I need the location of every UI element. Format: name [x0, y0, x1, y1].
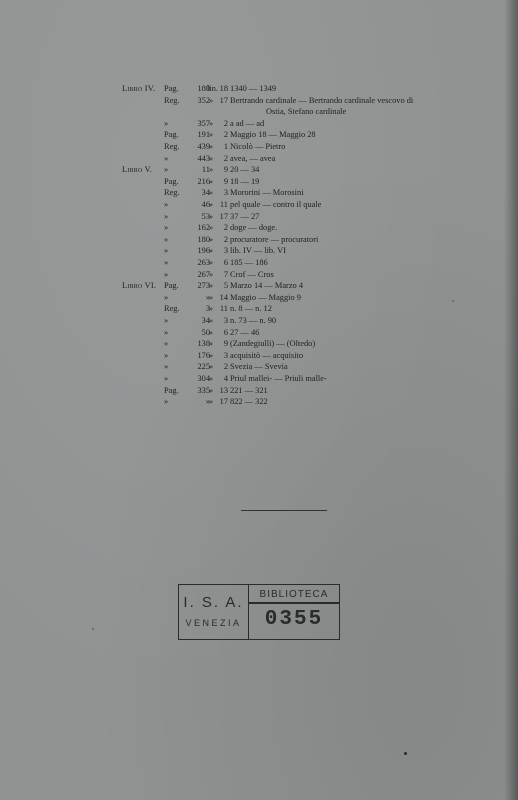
- line-label: »: [208, 142, 214, 151]
- line-label: »: [208, 362, 214, 372]
- line-number: 17: [219, 211, 228, 221]
- correction-text: acquisitò — acquisito: [230, 350, 304, 360]
- book-label: Libro V.: [122, 165, 153, 175]
- line-label: »: [208, 350, 214, 360]
- line-label: »: [208, 397, 214, 407]
- ref-number: 34: [201, 188, 210, 198]
- ref-number: 53: [201, 211, 210, 221]
- line-label: »: [208, 304, 214, 314]
- line-number: 18: [219, 84, 228, 93]
- ref-number: 191: [197, 130, 210, 140]
- ref-number: 439: [197, 142, 210, 151]
- line-number: 2: [223, 223, 228, 233]
- ref-kind: »: [164, 292, 169, 302]
- correction-text: Crof — Cros: [230, 269, 274, 279]
- ref-kind: »: [164, 269, 169, 279]
- line-label: »: [208, 95, 214, 105]
- ref-number: »: [205, 292, 210, 302]
- correction-text: Nicolò — Pietro: [230, 142, 286, 151]
- ref-kind: »: [164, 350, 169, 360]
- line-number: 17: [219, 397, 228, 407]
- ref-number: 216: [197, 176, 210, 186]
- line-number: 9: [223, 339, 228, 349]
- line-label: lin.: [207, 84, 218, 93]
- correction-text: 20 — 34: [230, 165, 260, 175]
- book-label: Libro VI.: [122, 281, 157, 291]
- stamp-left-panel: [179, 585, 249, 639]
- line-label: »: [208, 200, 214, 209]
- ref-number: 357: [197, 118, 210, 128]
- paper-speck: [92, 628, 94, 630]
- line-label: »: [208, 234, 214, 244]
- correction-text: 18 — 19: [230, 176, 260, 186]
- line-label: »: [208, 258, 214, 267]
- ref-number: 11: [201, 165, 210, 175]
- ref-kind: »: [164, 234, 169, 244]
- ref-kind: »: [164, 339, 169, 349]
- correction-text: Maggio — Maggio 9: [230, 292, 301, 302]
- correction-text: Maggio 18 — Maggio 28: [230, 130, 316, 140]
- correction-text: procuratore — procuratori: [230, 234, 319, 244]
- correction-text: (Zandegiulli) — (Oltedo): [230, 339, 316, 349]
- line-number: 9: [223, 176, 228, 186]
- line-label: »: [208, 165, 214, 175]
- line-number: 4: [223, 374, 228, 383]
- line-number: 3: [223, 316, 228, 325]
- ref-number: 162: [197, 223, 210, 233]
- ref-number: 176: [197, 350, 210, 360]
- ref-number: 273: [197, 281, 210, 291]
- correction-text: 221 — 321: [230, 385, 268, 395]
- ref-kind: Reg.: [164, 95, 180, 105]
- ref-kind: »: [164, 362, 169, 372]
- stamp-divider: [249, 602, 339, 604]
- correction-text: Svezia — Svevia: [230, 362, 288, 372]
- line-label: »: [208, 385, 214, 395]
- stamp-shelf-number: 0355: [264, 608, 324, 631]
- ref-kind: »: [164, 246, 169, 256]
- ref-kind: »: [164, 258, 169, 267]
- line-label: »: [208, 211, 214, 221]
- correction-text: 1340 — 1349: [230, 84, 277, 93]
- line-number: 3: [223, 188, 228, 198]
- line-label: »: [208, 316, 214, 325]
- line-number: 17: [219, 95, 228, 105]
- book-label: Libro IV.: [122, 84, 156, 93]
- line-label: »: [208, 339, 214, 349]
- ref-number: 138: [197, 339, 210, 349]
- stamp-city: VENEZIA: [185, 618, 242, 628]
- line-number: 1: [223, 142, 228, 151]
- ref-number: 196: [197, 246, 210, 256]
- correction-text: doge — doge.: [230, 223, 278, 233]
- closing-rule: [241, 510, 327, 511]
- ref-number: 50: [201, 327, 210, 337]
- ref-number: 225: [197, 362, 210, 372]
- correction-text: a ad — ad: [230, 118, 265, 128]
- line-number: 2: [223, 234, 228, 244]
- ref-number: 335: [197, 385, 210, 395]
- line-number: 11: [219, 200, 228, 209]
- ref-kind: »: [164, 374, 169, 383]
- line-number: 9: [223, 165, 228, 175]
- ref-number: 443: [197, 153, 210, 163]
- ref-number: 304: [197, 374, 210, 383]
- line-number: 2: [223, 153, 228, 163]
- correction-text: Mororini — Morosini: [230, 188, 304, 198]
- ref-kind: »: [164, 200, 169, 209]
- correction-text: lib. IV — lib. VI: [230, 246, 286, 256]
- line-number: 6: [223, 327, 228, 337]
- ref-kind: Pag.: [164, 176, 179, 186]
- ref-kind: »: [164, 211, 169, 221]
- line-number: 11: [219, 304, 228, 314]
- correction-text: 185 — 186: [230, 258, 268, 267]
- correction-text: n. 73 — n. 90: [230, 316, 277, 325]
- ref-kind: Reg.: [164, 188, 180, 198]
- line-number: 2: [223, 118, 228, 128]
- stamp-institute: I. S. A.: [183, 594, 244, 611]
- line-number: 3: [223, 350, 228, 360]
- line-label: »: [208, 246, 214, 256]
- ref-kind: »: [164, 153, 169, 163]
- library-stamp: [178, 584, 340, 640]
- stamp-library-label: BIBLIOTECA: [259, 589, 329, 600]
- ref-kind: Pag.: [164, 130, 179, 140]
- line-label: »: [208, 188, 214, 198]
- ref-number: 267: [197, 269, 210, 279]
- ref-number: 3: [205, 304, 210, 314]
- ref-kind: Pag.: [164, 385, 179, 395]
- line-number: 6: [223, 258, 228, 267]
- line-label: »: [208, 223, 214, 233]
- page-edge-shadow: [504, 0, 518, 800]
- ref-number: 34: [201, 316, 210, 325]
- correction-text: Bertrando cardinale — Bertrando cardinale vescovo di: [230, 95, 414, 105]
- paper-speck: [404, 752, 407, 755]
- line-label: »: [208, 153, 214, 163]
- ref-number: »: [205, 397, 210, 407]
- line-label: »: [208, 281, 214, 291]
- ref-kind: »: [164, 223, 169, 233]
- line-number: 14: [219, 292, 228, 302]
- correction-text: Ostia, Stefano cardinale: [266, 107, 347, 117]
- line-number: 2: [223, 130, 228, 140]
- ref-kind: Reg.: [164, 142, 180, 151]
- line-number: 2: [223, 362, 228, 372]
- correction-text: Marzo 14 — Marzo 4: [230, 281, 304, 291]
- ref-kind: »: [164, 165, 169, 175]
- ref-kind: »: [164, 316, 169, 325]
- ref-kind: Pag.: [164, 281, 179, 291]
- correction-text: avea, — avea: [230, 153, 276, 163]
- line-label: »: [208, 176, 214, 186]
- paper-speck: [452, 300, 454, 302]
- ref-number: 352: [197, 95, 210, 105]
- ref-kind: Pag.: [164, 84, 179, 93]
- line-number: 5: [223, 281, 228, 291]
- correction-text: 27 — 46: [230, 327, 260, 337]
- ref-number: 180: [197, 84, 210, 93]
- line-label: »: [208, 327, 214, 337]
- correction-text: 37 — 27: [230, 211, 260, 221]
- line-number: 3: [223, 246, 228, 256]
- correction-text: 822 — 322: [230, 397, 268, 407]
- line-label: »: [208, 292, 214, 302]
- ref-number: 46: [201, 200, 210, 209]
- line-label: »: [208, 269, 214, 279]
- ref-kind: »: [164, 397, 169, 407]
- ref-kind: Reg.: [164, 304, 180, 314]
- ref-kind: »: [164, 118, 169, 128]
- line-label: »: [208, 130, 214, 140]
- line-number: 7: [223, 269, 228, 279]
- correction-text: Priul mallei- — Priuli malle-: [230, 374, 327, 383]
- ref-kind: »: [164, 327, 169, 337]
- correction-text: n. 8 — n. 12: [230, 304, 272, 314]
- ref-number: 180: [197, 234, 210, 244]
- line-number: 13: [219, 385, 228, 395]
- line-label: »: [208, 374, 214, 383]
- ref-number: 263: [197, 258, 210, 267]
- line-label: »: [208, 118, 214, 128]
- correction-text: pel quale — contro il quale: [230, 200, 322, 209]
